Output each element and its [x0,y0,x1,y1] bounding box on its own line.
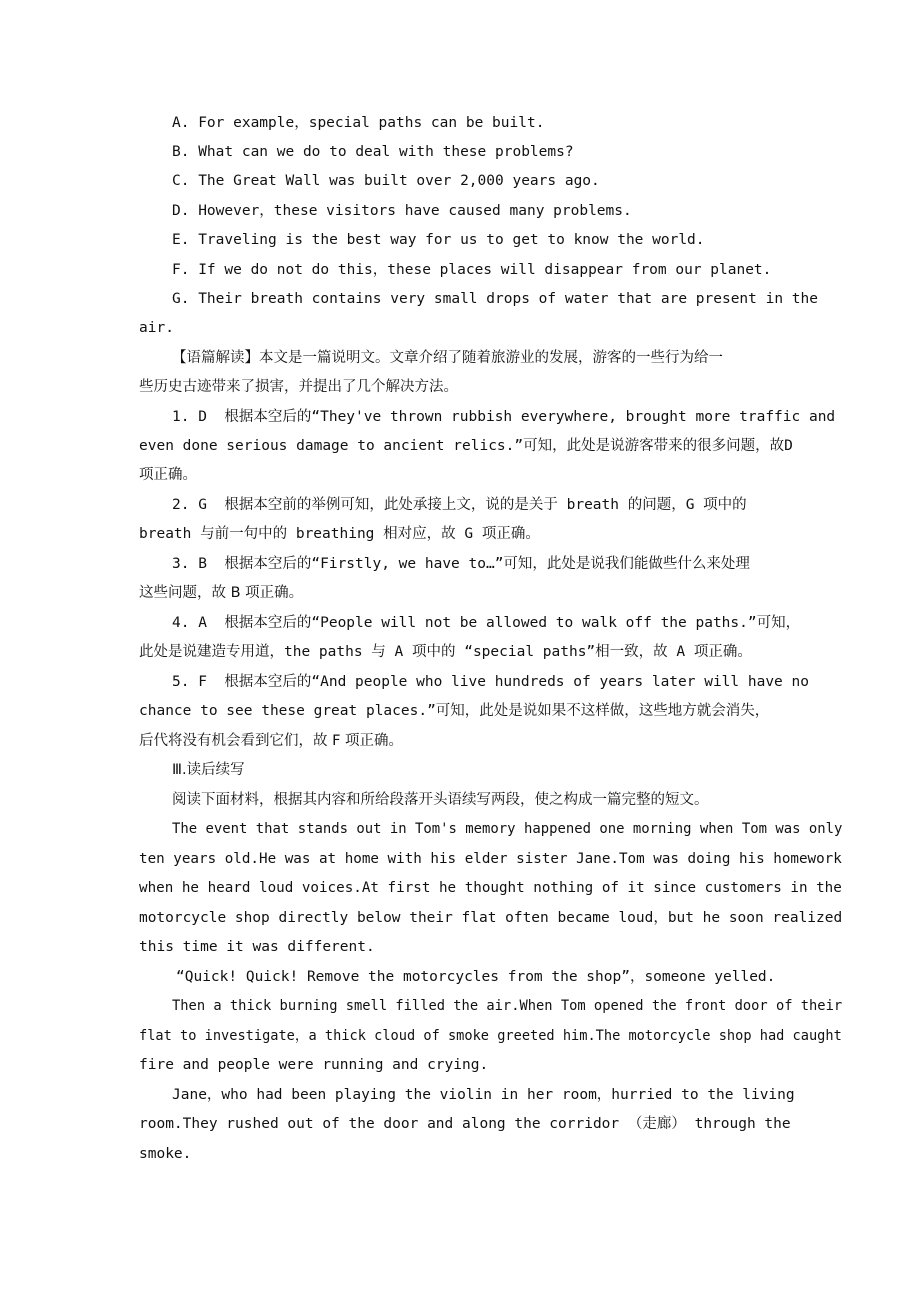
story-line: motorcycle shop directly below their flat often became loud，but he soon realized [139,910,843,926]
story-line: flat to investigate，a thick cloud of smoke greeted him.The motorcycle shop had caught [139,1028,842,1044]
answer-5-cont: chance to see these great places.”可知，此处是说如果不这样做，这些地方就会消失， [139,703,770,719]
story-line: when he heard loud voices.At first he thought nothing of it since customers in the [139,880,842,896]
section-instruction: 阅读下面材料，根据其内容和所给段落开头语续写两段，使之构成一篇完整的短文。 [172,792,709,808]
story-line: Jane，who had been playing the violin in her room，hurried to the living [172,1087,795,1103]
answer-4: 4. A 根据本空后的“People will not be allowed to walk off the paths.”可知， [172,615,801,631]
analysis-intro-cont: 些历史古迹带来了损害，并提出了几个解决方法。 [139,379,458,395]
answer-4-cont: 此处是说建造专用道，the paths 与 A 项中的 “special paths”相一致，故 A 项正确。 [139,644,752,660]
option-b: B. What can we do to deal with these problems? [172,144,574,160]
answer-1-end: 项正确。 [139,467,197,483]
option-f: F. If we do not do this，these places will disappear from our planet. [172,262,772,278]
option-g: G. Their breath contains very small drops of water that are present in the [172,291,819,307]
story-line: this time it was different. [139,939,375,955]
answer-1: 1. D 根据本空后的“They've thrown rubbish everywhere, brought more traffic and [172,409,836,425]
answer-5: 5. F 根据本空后的“And people who live hundreds of years later will have no [172,674,809,690]
option-d: D. However，these visitors have caused many problems. [172,203,632,219]
story-line: room.They rushed out of the door and along the corridor （走廊） through the [139,1116,791,1132]
story-line: fire and people were running and crying. [139,1057,489,1073]
section-heading: Ⅲ.读后续写 [172,762,245,778]
story-line: “Quick! Quick! Remove the motorcycles from the shop”，someone yelled. [176,969,776,985]
answer-1-cont: even done serious damage to ancient relics.”可知，此处是说游客带来的很多问题，故D [139,438,793,454]
option-c: C. The Great Wall was built over 2,000 years ago. [172,173,600,189]
story-line: The event that stands out in Tom's memory happened one morning when Tom was only [172,821,843,837]
answer-2: 2. G 根据本空前的举例可知，此处承接上文，说的是关于 breath 的问题，G 项中的 [172,497,747,513]
analysis-intro: 【语篇解读】本文是一篇说明文。文章介绍了随着旅游业的发展，游客的一些行为给一 [172,350,723,366]
option-e: E. Traveling is the best way for us to get to know the world. [172,232,705,248]
answer-5-end: 后代将没有机会看到它们，故 F 项正确。 [139,733,404,749]
story-line: ten years old.He was at home with his elder sister Jane.Tom was doing his homework [139,851,842,867]
story-line: smoke. [139,1146,192,1162]
answer-3-cont: 这些问题，故 B 项正确。 [139,585,304,601]
option-g-cont: air. [139,320,174,336]
answer-2-cont: breath 与前一句中的 breathing 相对应，故 G 项正确。 [139,526,540,542]
answer-3: 3. B 根据本空后的“Firstly, we have to…”可知，此处是说我们能做些什么来处理 [172,556,750,572]
option-a: A. For example，special paths can be built. [172,115,545,131]
story-line: Then a thick burning smell filled the air.When Tom opened the front door of their [172,998,843,1014]
